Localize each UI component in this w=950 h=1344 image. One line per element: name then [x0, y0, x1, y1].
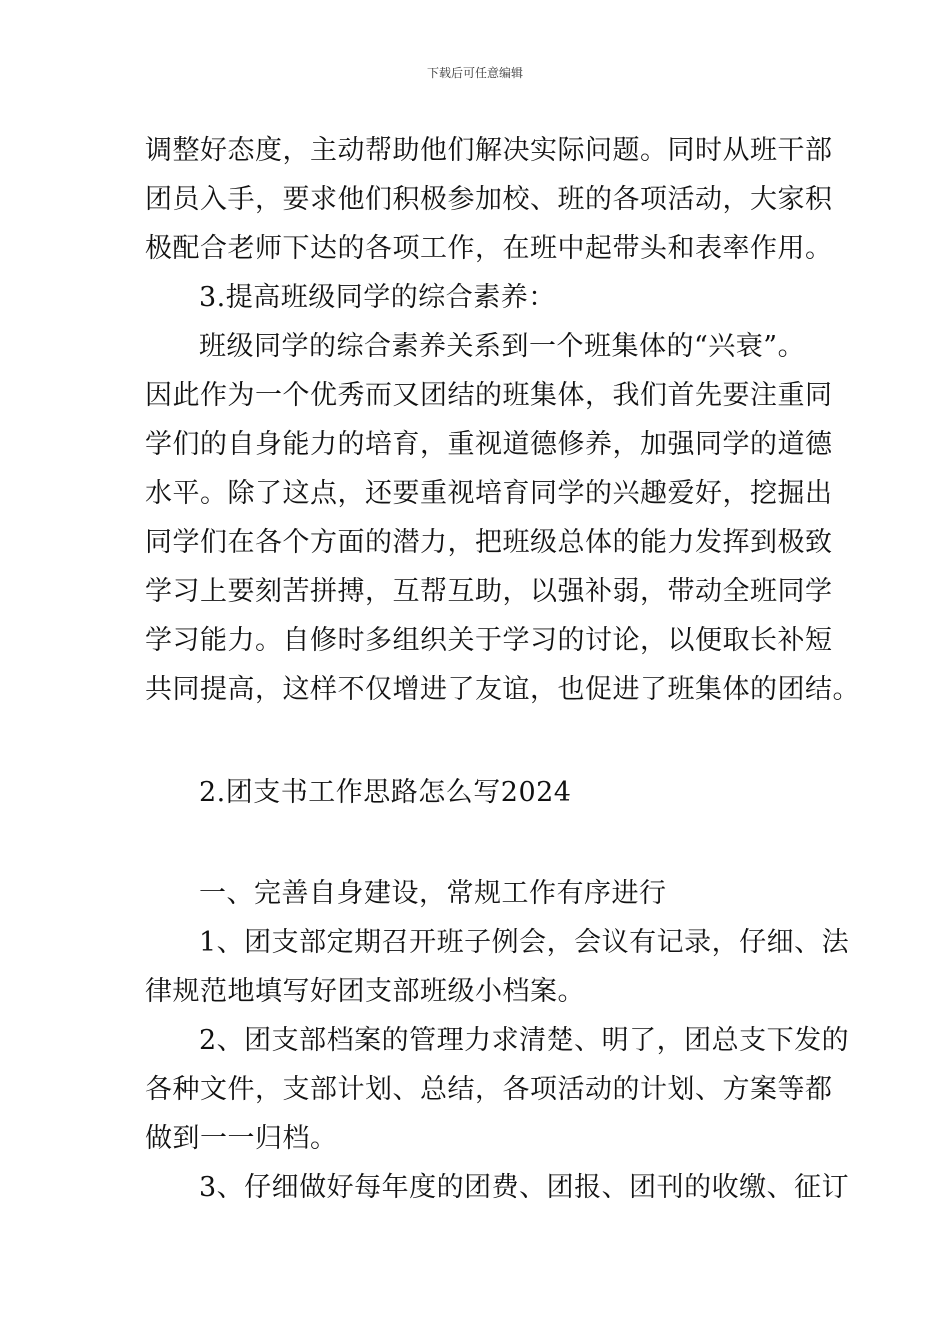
paragraph-line: 团员入手，要求他们积极参加校、班的各项活动，大家积 [145, 184, 833, 215]
paragraph-line: 学习能力。自修时多组织关于学习的讨论，以便取长补短 [145, 625, 833, 656]
section-title: 2.团支书工作思路怎么写2024 [199, 777, 572, 808]
paragraph-line: 班级同学的综合素养关系到一个班集体的“兴衰”。 [199, 331, 806, 362]
spacer [145, 817, 810, 869]
paragraph-line: 学们的自身能力的培育，重视道德修养，加强同学的道德 [145, 429, 833, 460]
paragraph-line: 学习上要刻苦拼搏，互帮互助，以强补弱，带动全班同学 [145, 576, 833, 607]
list-item-line: 律规范地填写好团支部班级小档案。 [145, 976, 585, 1007]
paragraph-line: 因此作为一个优秀而又团结的班集体，我们首先要注重同 [145, 380, 833, 411]
sub-title: 一、完善自身建设，常规工作有序进行 [199, 878, 667, 909]
list-item-line: 各种文件，支部计划、总结，各项活动的计划、方案等都 [145, 1074, 833, 1105]
list-item-line: 做到一一归档。 [145, 1123, 338, 1154]
paragraph-line: 调整好态度，主动帮助他们解决实际问题。同时从班干部 [145, 135, 833, 166]
page-header-note: 下载后可任意编辑 [426, 66, 523, 80]
list-item-line: 1、团支部定期召开班子例会，会议有记录，仔细、法 [199, 927, 850, 958]
paragraph-line: 水平。除了这点，还要重视培育同学的兴趣爱好，挖掘出 [145, 478, 833, 509]
list-item-line: 3、仔细做好每年度的团费、团报、团刊的收缴、征订 [199, 1172, 850, 1203]
paragraph-line: 共同提高，这样不仅增进了友谊，也促进了班集体的团结。 [145, 674, 860, 705]
document-body [145, 126, 860, 1212]
paragraph-line: 同学们在各个方面的潜力，把班级总体的能力发挥到极致 [145, 527, 833, 558]
spacer [145, 714, 810, 768]
subheading-3: 3.提高班级同学的综合素养： [199, 282, 556, 313]
paragraph-line: 极配合老师下达的各项工作，在班中起带头和表率作用。 [145, 233, 833, 264]
list-item-line: 2、团支部档案的管理力求清楚、明了，团总支下发的 [199, 1025, 850, 1056]
